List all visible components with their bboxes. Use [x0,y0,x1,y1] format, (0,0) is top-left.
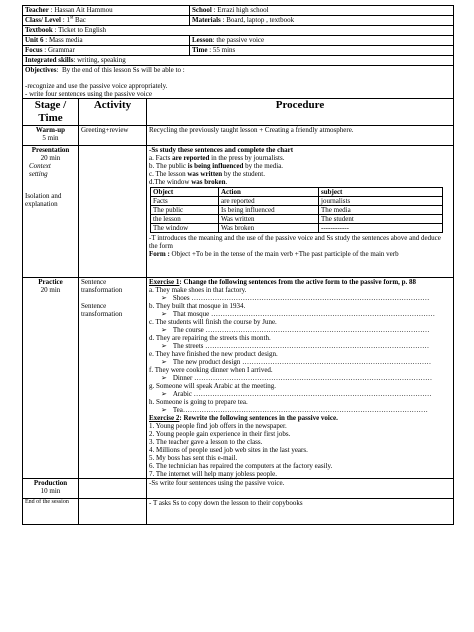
chart-row: the lesson Was written The student [151,215,443,224]
warmup-stage-cell: Warm-up 5 min [23,126,79,146]
example-sentence: a. Facts are reported in the press by journalists. [149,154,285,162]
exercise-2-list [149,422,451,478]
form-note: -T introduces the meaning and the use of the passive voice and Ss study the sentences above and deduce the form [149,234,441,250]
exercise-1-title: Exercise 1: Change the following sentences from the active form to the passive form, p. 88 [149,278,417,286]
exercise-2-item: 1. Young people find job offers in the newspaper. [149,422,287,430]
exercise-1-answer-line: ➢ The course …………………………………………………………………………………… [161,326,430,334]
exercise-2-item: 6. The technician has repaired the computers at the factory easily. [149,462,333,470]
procedure-table [22,98,454,525]
isolation-label: Isolation and explanation [25,192,62,208]
teacher-name: Hassan Ait Hammou [54,6,113,14]
presentation-procedure: -Ss study these sentences and complete the chart a. Facts are reported in the press by journalists. b. The public is being influenced by the media. c. The lesson was written by the student. d.The window was broken. Object Action subject Facts are reported journalists The public Is being influenced The media the lesson Was written The student The window Was broken ------------ -T introduces the meaning and the use of the passive voice and Ss study the sentences above and deduce the form Form : Object +To be in the tense of the main verb +The past participle of the main verb [147,146,454,278]
exercise-1-question: c. The students will finish the course by June. [149,318,277,326]
exercise-1-question: d. They are repairing the streets this month. [149,334,271,342]
column-header-procedure: Procedure [147,99,454,126]
exercise-2-item: 2. Young people gain experience in their first jobs. [149,430,291,438]
exercise-1-answer-line: ➢ That mosque …………………………………………………………………………………… [161,310,435,318]
exercise-1-question: b. They built that mosque in 1934. [149,302,246,310]
practice-procedure [147,278,454,479]
exercise-1-answer-line: ➢ Shoes ………………………………………………………………………………………… [161,294,430,302]
example-sentence: b. The public is being influenced by the media. [149,162,284,170]
school-cell: School : Errazi high school [190,6,454,16]
exercise-1-question: h. Someone is going to prepare tea. [149,398,248,406]
exercise-1-answer-line: ➢ Dinner ………………………………………………………………………………………… [161,374,433,382]
exercise-1-answer-line: ➢ Tea…………………………………………………………………………………………… [161,406,428,414]
exercise-2-item: 5. My boss has sent this e-mail. [149,454,238,462]
chart-row: The public Is being influenced The media [151,206,443,215]
arrow-bullet-icon: ➢ [161,326,167,334]
practice-stage-cell: Practice 20 min [23,278,79,479]
materials-cell: Materials : Board, laptop , textbook [190,16,454,26]
exercise-2-item: 4. Millions of people used job web sites in the last years. [149,446,308,454]
exercise-1-question: e. They have finished the new product design. [149,350,278,358]
chart-row: The window Was broken ------------ [151,224,443,233]
end-stage-cell: End of the session [23,499,79,525]
arrow-bullet-icon: ➢ [161,390,167,398]
focus-cell: Focus : Grammar [23,46,190,56]
exercise-1-answer-line: ➢ Arabic ………………………………………………………………………………………… [161,390,432,398]
production-stage-cell: Production 10 min [23,479,79,499]
exercise-1-answer-line: ➢ The streets …………………………………………………………………………………… [161,342,430,350]
practice-activity-cell [79,278,147,479]
chart-header: subject [319,188,443,197]
time-cell: Time : 55 mins [190,46,454,56]
chart-header: Object [151,188,219,197]
end-procedure: - T asks Ss to copy down the lesson to their copybooks [147,499,454,525]
analysis-chart [150,187,443,233]
exercise-1-answer-line: ➢ The new product design ……………………………………………………………………… [161,358,432,366]
warmup-procedure: Recycling the previously taught lesson + Creating a friendly atmosphere. [147,126,454,146]
chart-row: Facts are reported journalists [151,197,443,206]
presentation-stage-cell: Presentation 20 min Context setting Isolation and explanation [23,146,79,278]
exercise-1-question: f. They were cooking dinner when I arrived. [149,366,273,374]
arrow-bullet-icon: ➢ [161,342,167,350]
class-cell: Class/ Level : 1st Bac [23,16,190,26]
exercise-1-question: g. Someone will speak Arabic at the meeting. [149,382,276,390]
lesson-cell: Lesson: the passive voice [190,36,454,46]
chart-header: Action [219,188,319,197]
objective-item: -recognize and use the passive voice appropriately. [25,82,168,90]
school-name: Errazi high school [217,6,269,14]
arrow-bullet-icon: ➢ [161,294,167,302]
context-setting-label: Context setting [29,162,51,178]
arrow-bullet-icon: ➢ [161,374,167,382]
exercise-2-item: 7. The internet will help many jobless people. [149,470,277,478]
exercise-2-title: Exercise 2: Rewrite the following sentences in the passive voice. [149,414,338,422]
objectives-cell: Objectives: By the end of this lesson Ss will be able to : -recognize and use the passive voice appropriately. - write four sentences using the passive voice [23,66,454,99]
example-sentence: c. The lesson was written by the student. [149,170,265,178]
exercise-2-item: 3. The teacher gave a lesson to the class. [149,438,263,446]
teacher-cell: Teacher : Hassan Ait Hammou [23,6,190,16]
practice-activity: Sentence transformation [81,278,123,294]
column-header-activity: Activity [79,99,147,126]
header-table [22,5,454,99]
exercise-1-list [149,286,451,414]
arrow-bullet-icon: ➢ [161,310,167,318]
textbook-cell: Textbook : Ticket to English [23,26,454,36]
practice-activity: Sentence transformation [81,302,123,318]
unit-cell: Unit 6 : Mass media [23,36,190,46]
skills-cell: Integrated skills: writing, speaking [23,56,454,66]
objective-item: - write four sentences using the passive voice [25,90,152,98]
warmup-activity: Greeting+review [79,126,147,146]
arrow-bullet-icon: ➢ [161,406,167,414]
production-procedure: -Ss write four sentences using the passive voice. [147,479,454,499]
column-header-stage: Stage / Time [23,99,79,126]
arrow-bullet-icon: ➢ [161,358,167,366]
example-sentence: d.The window was broken. [149,178,228,186]
form-rule: Form : Object +To be in the tense of the main verb +The past participle of the main verb [149,250,399,258]
lesson-plan [22,5,454,525]
exercise-1-question: a. They make shoes in that factory. [149,286,247,294]
